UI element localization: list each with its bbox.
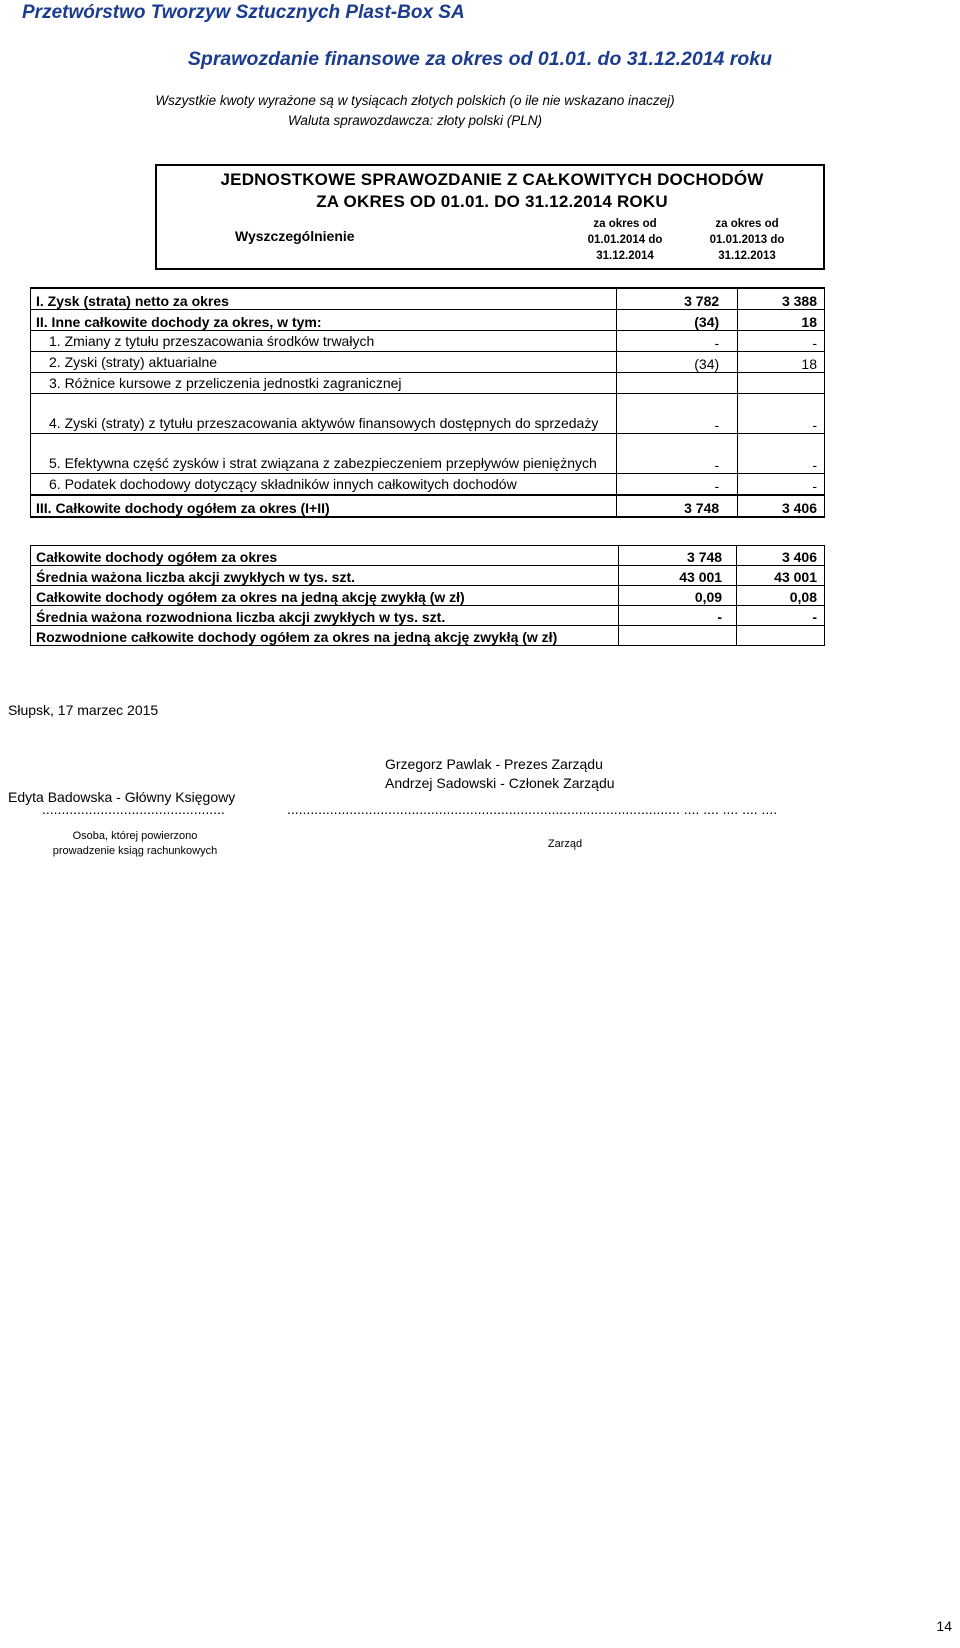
table-row: Rozwodnione całkowite dochody ogółem za okres na jedną akcję zwykłą (w zł) [31,626,825,646]
chief-accountant: Edyta Badowska - Główny Księgowy [8,789,236,805]
table-row: I. Zysk (strata) netto za okres 3 782 3 388 [31,288,825,310]
table-row: Całkowite dochody ogółem za okres na jedną akcję zwykłą (w zł) 0,09 0,08 [31,586,825,606]
company-name: Przetwórstwo Tworzyw Sztucznych Plast-Box SA [22,2,465,23]
table-row: 6. Podatek dochodowy dotyczący składników innych całkowitych dochodów - - [31,474,825,496]
table-row: 4. Zyski (straty) z tytułu przeszacowania aktywów finansowych dostępnych do sprzedaży - - [31,394,825,434]
board-member-2: Andrzej Sadowski - Członek Zarządu [385,775,615,791]
column-header-2013: za okres od 01.01.2013 do 31.12.2013 [709,218,785,262]
signature-line-board: ..................................................................................................... .... .... .... .... .... [287,801,778,817]
document-title: Sprawozdanie finansowe za okres od 01.01. do 31.12.2014 roku [187,48,773,70]
signature-line-accountant: ............................................... [42,801,225,817]
table-row: 2. Zyski (straty) aktuarialne (34) 18 [31,352,825,373]
report-title-line1: JEDNOSTKOWE SPRAWOZDANIE Z CAŁKOWITYCH DOCHODÓW [220,170,764,189]
table-row-total: III. Całkowite dochody ogółem za okres (I+II) 3 748 3 406 [31,495,825,517]
amounts-note: Wszystkie kwoty wyrażone są w tysiącach złotych polskich (o ile nie wskazano inaczej) [155,93,675,108]
table-row: Całkowite dochody ogółem za okres 3 748 3 406 [31,546,825,566]
accountant-caption: Osoba, której powierzono prowadzenie ksiąg rachunkowych [52,830,218,857]
board-member-1: Grzegorz Pawlak - Prezes Zarządu [385,756,603,772]
per-share-table [30,545,825,646]
table-row: 5. Efektywna część zysków i strat związana z zabezpieczeniem przepływów pieniężnych - - [31,434,825,474]
table-row: Średnia ważona liczba akcji zwykłych w tys. szt. 43 001 43 001 [31,566,825,586]
table-row: 3. Różnice kursowe z przeliczenia jednostki zagranicznej [31,373,825,394]
currency-note: Waluta sprawozdawcza: złoty polski (PLN) [287,113,543,128]
table-row: 1. Zmiany z tytułu przeszacowania środków trwałych - - [31,331,825,352]
income-table [30,287,825,518]
report-title-line2: ZA OKRES OD 01.01. DO 31.12.2014 ROKU [316,192,668,211]
report-header-box [155,164,825,270]
place-date: Słupsk, 17 marzec 2015 [8,702,159,718]
table-row: II. Inne całkowite dochody za okres, w tym: (34) 18 [31,310,825,331]
table-row: Średnia ważona rozwodniona liczba akcji zwykłych w tys. szt. - - [31,606,825,626]
column-label: Wyszczególnienie [235,228,355,244]
column-header-2014: za okres od 01.01.2014 do 31.12.2014 [587,218,663,262]
board-caption: Zarząd [547,838,583,850]
page-number: 14 [936,1618,952,1634]
